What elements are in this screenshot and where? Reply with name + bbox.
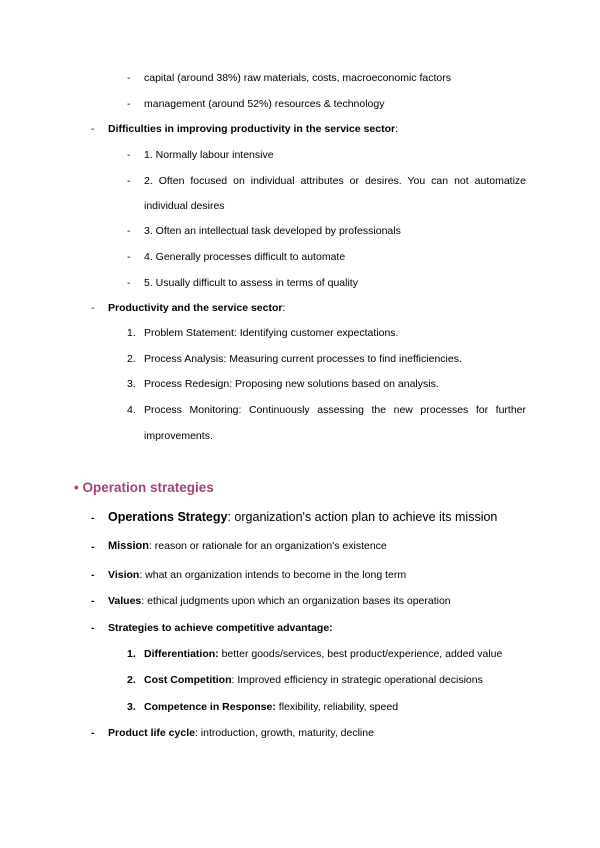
bullet-icon: • [74,480,79,495]
competitive-advantage-heading: Strategies to achieve competitive advantage: [108,622,333,634]
difficulties-heading: Difficulties in improving productivity in the service sector: [108,123,398,135]
definition-mission: Mission: reason or rationale for an organization's existence [108,540,387,552]
list-number: 2. [127,353,136,365]
dash-marker: - [91,622,95,634]
list-item: Competence in Response: flexibility, reliability, speed [144,701,399,713]
list-number: 1. [127,648,136,660]
list-item: 5. Usually difficult to assess in terms of quality [144,277,358,289]
list-item-continuation: individual desires [144,200,225,212]
definition-operations-strategy: Operations Strategy: organization's action plan to achieve its mission [108,510,498,524]
list-item: Process Redesign: Proposing new solutions based on analysis. [144,378,439,390]
dash-marker: - [127,98,131,110]
dash-marker: - [91,569,95,581]
list-item: 1. Normally labour intensive [144,149,274,161]
list-item: Process Analysis: Measuring current processes to find inefficiencies. [144,353,462,365]
dash-marker: - [91,302,95,314]
productivity-heading: Productivity and the service sector: [108,302,286,314]
list-item: 3. Often an intellectual task developed by professionals [144,225,401,237]
section-heading [74,480,214,496]
list-number: 3. [127,701,136,713]
list-item: management (around 52%) resources & technology [144,98,385,110]
list-item: Process Monitoring: Continuously assessing the new processes for further [144,404,526,416]
definition-values: Values: ethical judgments upon which an organization bases its operation [108,595,451,607]
list-item: Cost Competition: Improved efficiency in strategic operational decisions [144,674,483,686]
dash-marker: - [127,72,131,84]
dash-marker: - [91,541,95,553]
dash-marker: - [91,595,95,607]
dash-marker: - [127,251,131,263]
dash-marker: - [91,123,95,135]
definition-vision: Vision: what an organization intends to become in the long term [108,569,407,581]
list-item: Differentiation: better goods/services, best product/experience, added value [144,648,503,660]
dash-marker: - [127,225,131,237]
dash-marker: - [127,277,131,289]
list-item-continuation: improvements. [144,430,213,442]
dash-marker: - [91,727,95,739]
list-item: 4. Generally processes difficult to automate [144,251,346,263]
list-item: 2. Often focused on individual attributes or desires. You can not automatize [144,175,526,187]
list-number: 4. [127,404,136,416]
dash-marker: - [127,175,131,187]
section-title: Operation strategies [82,480,214,495]
list-number: 1. [127,327,136,339]
dash-marker: - [127,149,131,161]
list-item: Problem Statement: Identifying customer expectations. [144,327,399,339]
list-number: 3. [127,378,136,390]
list-number: 2. [127,674,136,686]
list-item: capital (around 38%) raw materials, costs, macroeconomic factors [144,72,451,84]
dash-marker: - [91,512,95,524]
definition-product-life-cycle: Product life cycle: introduction, growth, maturity, decline [108,727,374,739]
